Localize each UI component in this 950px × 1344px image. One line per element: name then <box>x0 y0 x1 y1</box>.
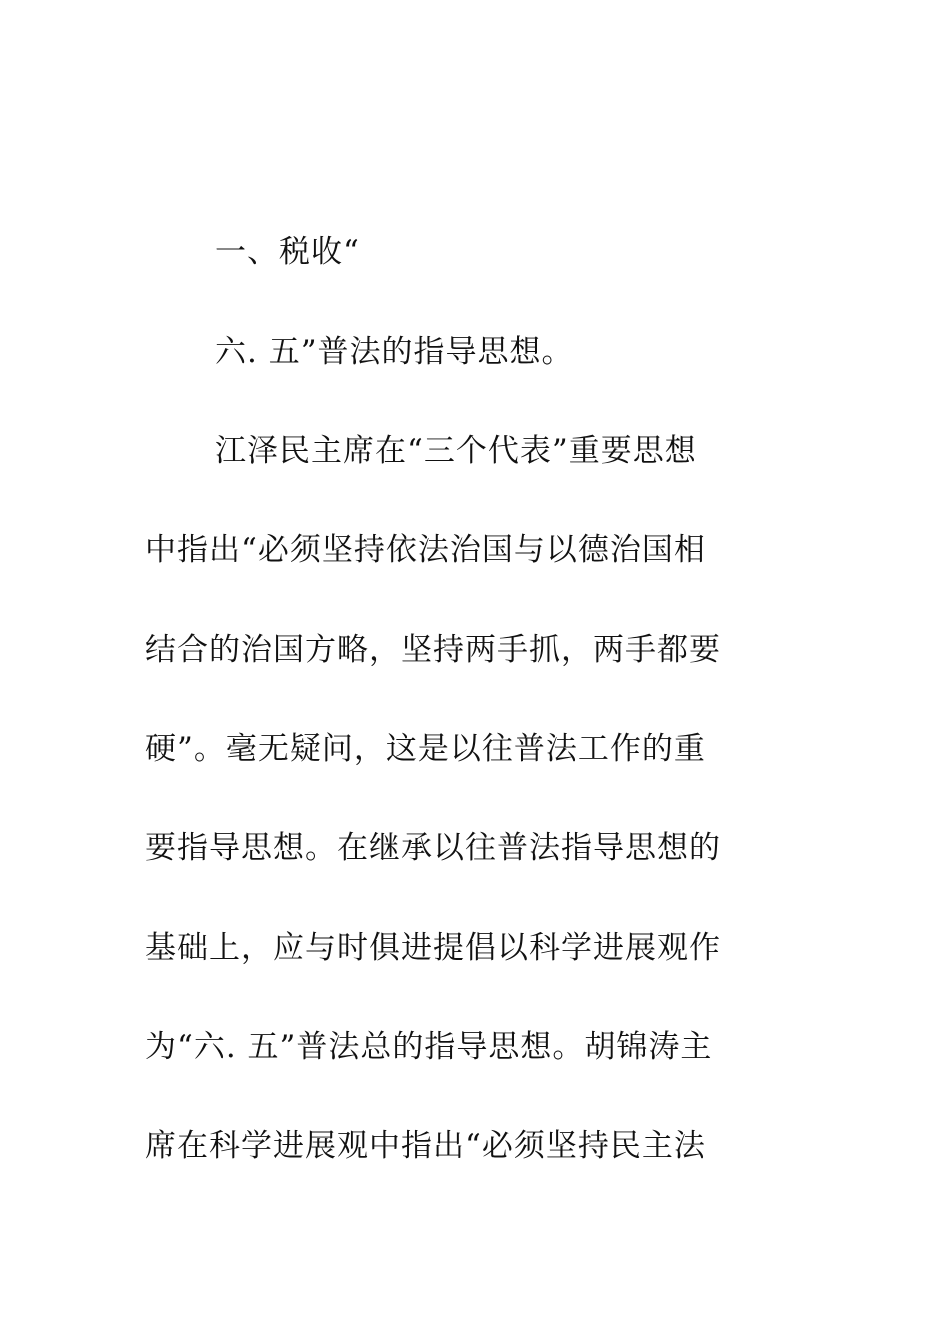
paragraph-line-5: 要指导思想。在继承以往普法指导思想的 <box>145 830 721 866</box>
paragraph-line-3: 结合的治国方略，坚持两手抓，两手都要 <box>145 632 721 668</box>
subsection-heading: 六. 五”普法的指导思想。 <box>215 334 574 370</box>
paragraph-line-7: 为“六. 五”普法总的指导思想。胡锦涛主 <box>145 1029 713 1065</box>
paragraph-line-6: 基础上，应与时俱进提倡以科学进展观作 <box>145 930 721 966</box>
paragraph-line-1: 江泽民主席在“三个代表”重要思想 <box>215 433 697 469</box>
paragraph-line-2: 中指出“必须坚持依法治国与以德治国相 <box>145 532 706 568</box>
section-heading: 一、税收“ <box>215 234 360 270</box>
paragraph-line-4: 硬”。毫无疑问，这是以往普法工作的重 <box>145 731 706 767</box>
paragraph-line-8: 席在科学进展观中指出“必须坚持民主法 <box>145 1128 706 1164</box>
